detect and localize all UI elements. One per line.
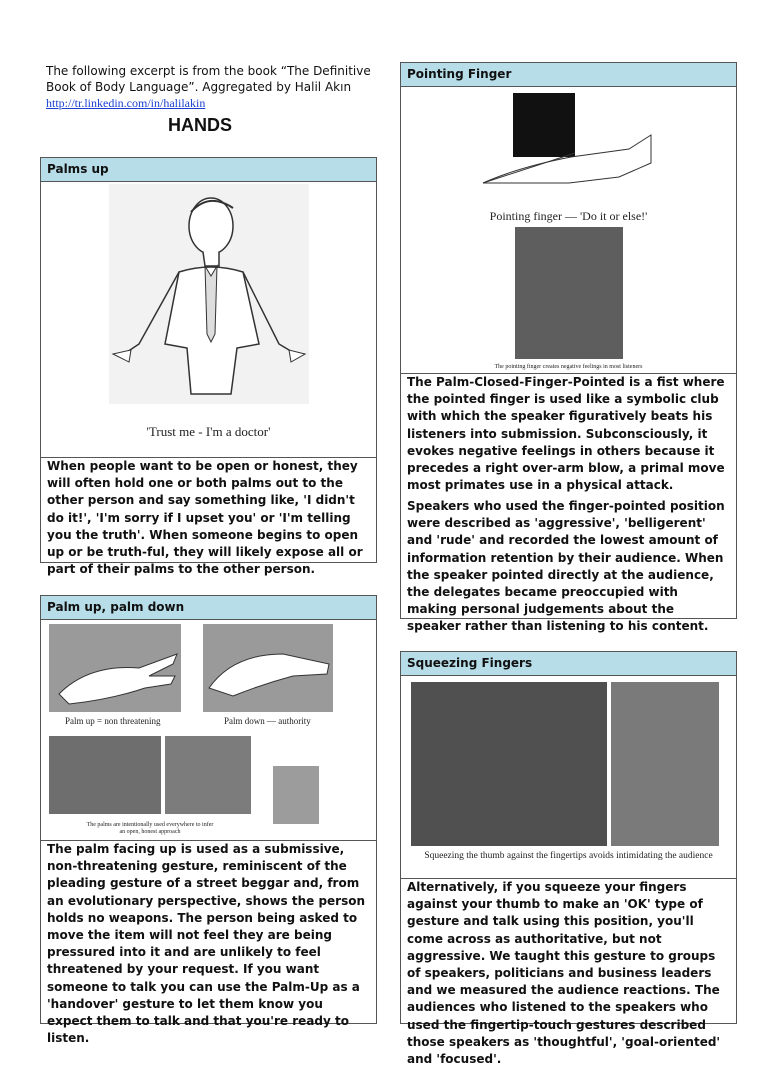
pointing-hand-icon bbox=[479, 93, 655, 185]
palm-down-hand-icon bbox=[203, 624, 333, 712]
section-title: Palms up bbox=[41, 158, 376, 182]
section-body-2: Speakers who used the finger-pointed position were described as 'aggressive', 'belligerent' and 'rude' and recorded the lowest amount of information retention by their audience. When the speaker pointed directly at the audience, the delegates became preoccupied with making personal judgements about the speaker rather than listening to his content. bbox=[407, 499, 725, 634]
linkedin-link[interactable]: http://tr.linkedin.com/in/halilakin bbox=[46, 96, 206, 110]
pointing-photo-caption: The pointing finger creates negative feelings in most listeners bbox=[494, 364, 643, 370]
text-cell bbox=[41, 457, 376, 577]
page-heading: HANDS bbox=[168, 115, 233, 135]
intro-text: The following excerpt is from the book “The Definitive Book of Body Language”. Aggregated by Halil Akın bbox=[46, 64, 371, 94]
pointing-photo bbox=[515, 227, 623, 359]
doctor-illustration bbox=[109, 184, 309, 404]
palm-up-caption: Palm up = non threatening bbox=[65, 716, 161, 726]
text-cell bbox=[401, 373, 736, 634]
squeezing-caption: Squeezing the thumb against the fingertips avoids intimidating the audience bbox=[424, 851, 713, 861]
man-palms-up-icon bbox=[109, 184, 309, 404]
section-title: Palm up, palm down bbox=[41, 596, 376, 620]
photos-caption: The palms are intentionally used everywhere to infer an open, honest approach bbox=[86, 822, 214, 835]
section-pointing-finger bbox=[400, 62, 737, 634]
text-cell bbox=[401, 878, 736, 1067]
palm-up-illustration bbox=[49, 624, 181, 712]
section-palms-up bbox=[40, 157, 377, 577]
pointing-caption: Pointing finger — 'Do it or else!' bbox=[489, 209, 648, 223]
section-body-1: The Palm-Closed-Finger-Pointed is a fist where the pointed finger is used like a symbolic club with which the speaker figuratively beats his listeners into submission. Subconsciously, it evokes negative feelings in others because it precedes a right over-arm blow, a primal move most primates use in a physical attack. bbox=[407, 375, 725, 493]
intro-block bbox=[46, 63, 376, 111]
squeezing-photo-2 bbox=[611, 682, 719, 846]
section-body: Alternatively, if you squeeze your fingers against your thumb to make an 'OK' type of gesture and talk using this position, you'll come across as authoritative, but not aggressive. We taught this gesture to groups of speakers, politicians and business leaders and we measured the audience reactions. The audiences who listened to the speakers who used the fingertip-touch gestures described those speakers as 'thoughtful', 'goal-oriented' and 'focused'. bbox=[407, 880, 721, 1067]
section-palm-up-down bbox=[40, 595, 377, 1046]
pointing-finger-illustration bbox=[479, 93, 655, 185]
section-title: Squeezing Fingers bbox=[401, 652, 736, 676]
illustration-caption: 'Trust me - I'm a doctor' bbox=[146, 424, 271, 439]
photo-group-1 bbox=[49, 736, 161, 814]
palm-down-caption: Palm down — authority bbox=[224, 716, 311, 726]
section-body: When people want to be open or honest, they will often hold one or both palms out to the other person and say something like, 'I didn't do it!', 'I'm sorry if I upset you' or 'I'm telling you the truth'. When someone begins to open up or be truth-ful, they will likely expose all or part of their palms to the other person. bbox=[47, 459, 363, 577]
palm-up-hand-icon bbox=[49, 624, 181, 712]
squeezing-photo-1 bbox=[411, 682, 607, 846]
section-body: The palm facing up is used as a submissive, non-threatening gesture, reminiscent of the pleading gesture of a street beggar and, from an evolutionary perspective, shows the person holds no weapons. The person being asked to move the item will not feel they are being pressured into it and are unlikely to feel threatened by your request. If you want someone to talk you can use the Palm-Up as a 'handover' gesture to let them know you expect them to talk and that you're ready to listen. bbox=[47, 842, 366, 1046]
palm-down-illustration bbox=[203, 624, 333, 712]
text-cell bbox=[41, 840, 376, 1046]
section-squeezing-fingers bbox=[400, 651, 737, 1067]
photo-group-3 bbox=[273, 766, 319, 824]
section-title: Pointing Finger bbox=[401, 63, 736, 87]
photo-group-2 bbox=[165, 736, 251, 814]
